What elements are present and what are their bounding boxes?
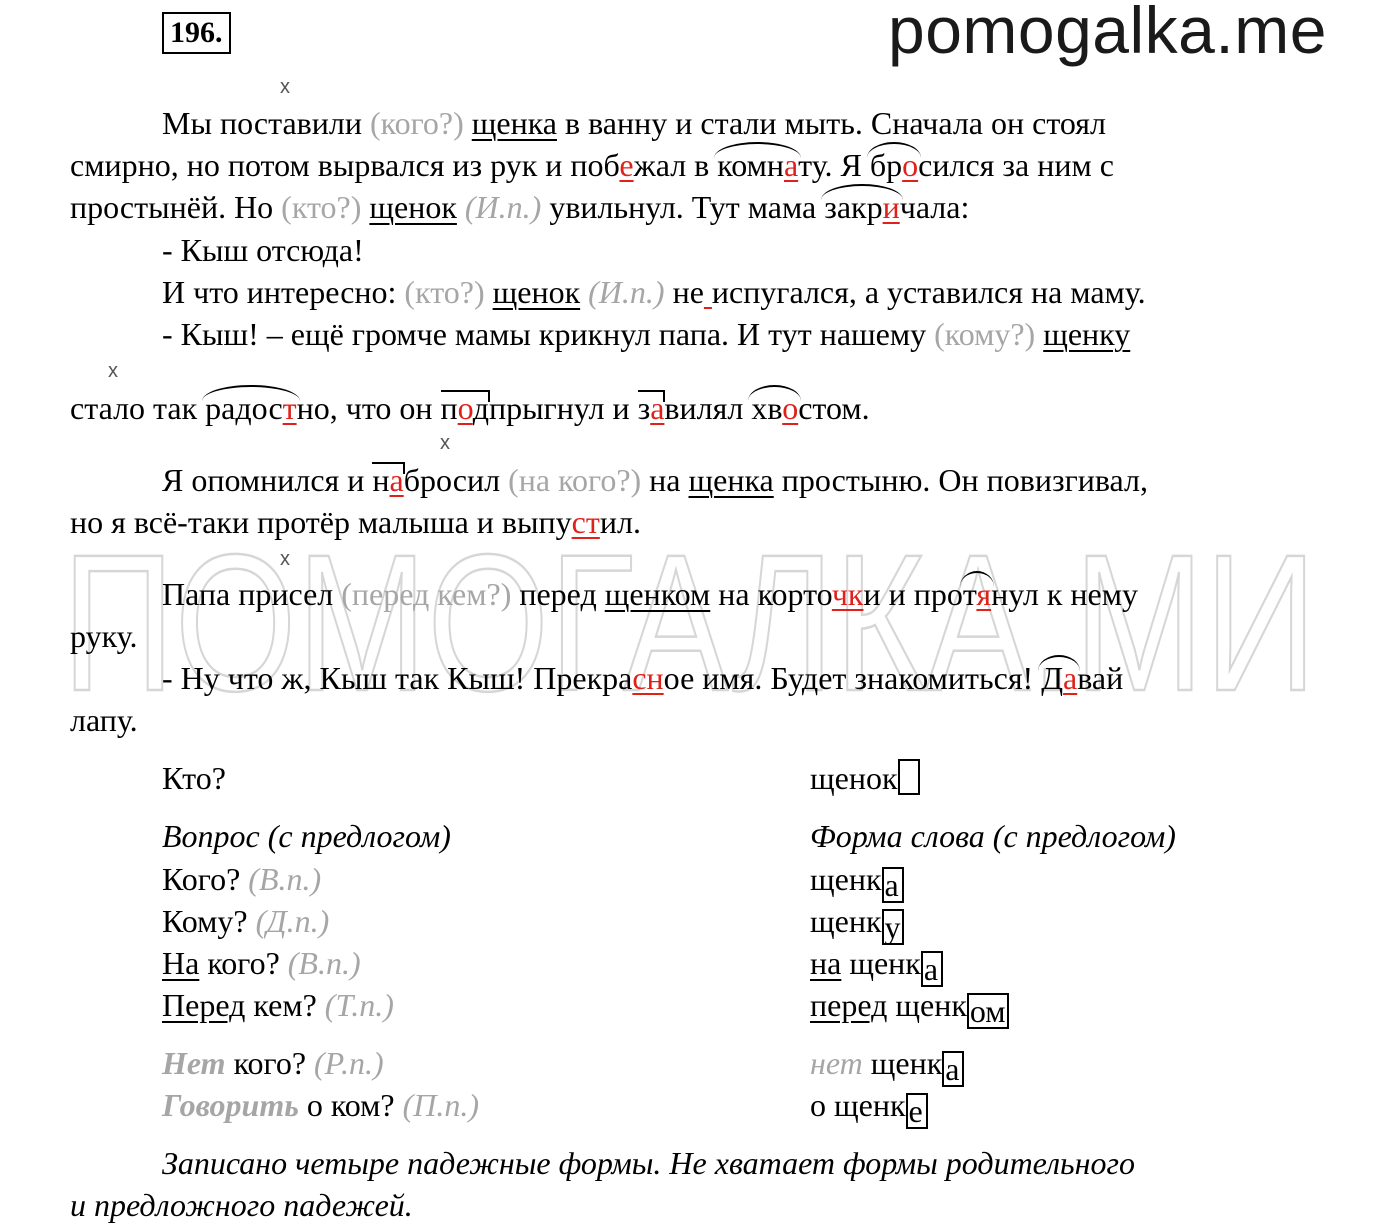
text-line: Папа присел (перед кем?) перед щенком на корточки и протянул к нему (162, 576, 1138, 612)
x-mark: х (440, 432, 450, 454)
x-mark: х (108, 360, 118, 382)
text-line: смирно, но потом вырвался из рук и побежал в комнату. Я бросился за ним с (70, 147, 1114, 183)
table-row: Нет кого? (Р.п.) (162, 1045, 384, 1081)
ending-box (898, 759, 920, 795)
table-header-question: Вопрос (с предлогом) (162, 818, 451, 854)
table-header-answer: Форма слова (с предлогом) (810, 818, 1176, 854)
table-row: Кому? (Д.п.) (162, 903, 330, 939)
table-who-answer: щенок (810, 758, 920, 798)
table-row: Перед кем? (Т.п.) (162, 987, 394, 1023)
site-logo: pomogalka.me (888, 0, 1327, 67)
table-row: нет щенка (810, 1043, 964, 1087)
table-row: на щенка (810, 943, 943, 987)
table-row: На кого? (В.п.) (162, 945, 361, 981)
conclusion-line: Записано четыре падежные формы. Не хватает формы родительного (162, 1145, 1135, 1181)
svg-text:ПОМОГАЛКА.МИ: ПОМОГАЛКА.МИ (62, 525, 1317, 705)
exercise-number: 196. (162, 12, 231, 54)
text-line: руку. (70, 618, 138, 654)
table-row: Говорить о ком? (П.п.) (162, 1087, 480, 1123)
text-line: Я опомнился и набросил (на кого?) на щенка простыню. Он повизгивал, (162, 462, 1148, 498)
table-row: о щенке (810, 1085, 928, 1129)
table-row: Кого? (В.п.) (162, 861, 322, 897)
text-line: но я всё-таки протёр малыша и выпустил. (70, 504, 641, 540)
table-row: перед щенком (810, 985, 1009, 1029)
text-line: - Ну что ж, Кыш так Кыш! Прекрасное имя. Будет знакомиться! Давай (162, 660, 1124, 696)
table-row: щенка (810, 859, 904, 903)
text-line: - Кыш! – ещё громче мамы крикнул папа. И тут нашему (кому?) щенку (162, 316, 1131, 352)
text-line: Мы поставили (кого?) щенка в ванну и стали мыть. Сначала он стоял (162, 105, 1106, 141)
text-line: - Кыш отсюда! (162, 232, 364, 268)
text-line: И что интересно: (кто?) щенок (И.п.) не испугался, а уставился на маму. (162, 274, 1146, 310)
x-mark: х (280, 548, 290, 570)
x-mark: х (280, 76, 290, 98)
text-line: стало так радостно, что он подпрыгнул и завилял хвостом. (70, 390, 870, 426)
table-row: щенку (810, 901, 904, 945)
conclusion-line: и предложного падежей. (70, 1187, 413, 1223)
text-line: лапу. (70, 702, 138, 738)
text-line: простынёй. Но (кто?) щенок (И.п.) увильнул. Тут мама закричала: (70, 189, 970, 225)
table-who-question: Кто? (162, 760, 226, 796)
